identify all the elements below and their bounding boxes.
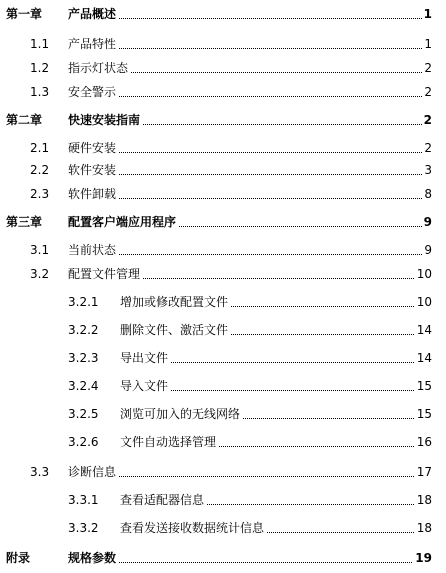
entry-page: 10: [415, 264, 432, 284]
entry-page: 15: [415, 404, 432, 424]
entry-page: 16: [415, 432, 432, 452]
entry-page: 15: [415, 376, 432, 396]
entry-title: 当前状态: [68, 240, 118, 260]
entry-page: 19: [413, 548, 432, 568]
toc-entry-chapter-2[interactable]: [0, 110, 446, 130]
toc-entry-3-3-2[interactable]: [0, 518, 446, 538]
entry-page: 3: [422, 160, 432, 180]
entry-title: 产品概述: [68, 4, 118, 24]
entry-title: 软件卸载: [68, 184, 118, 204]
entry-number: 3.2: [30, 267, 50, 281]
toc-entry-chapter-3[interactable]: [0, 212, 446, 232]
entry-number: 2.2: [30, 163, 50, 177]
dot-leader: [70, 152, 428, 153]
entry-title: 诊断信息: [68, 462, 118, 482]
entry-title: 配置文件管理: [68, 264, 142, 284]
entry-title: 软件安装: [68, 160, 118, 180]
toc-entry-2-1[interactable]: [0, 138, 446, 158]
entry-title: 指示灯状态: [68, 58, 130, 78]
dot-leader: [70, 254, 428, 255]
toc-entry-3-2-2[interactable]: [0, 320, 446, 340]
entry-page: 1: [422, 34, 432, 54]
entry-page: 18: [415, 490, 432, 510]
entry-title: 产品特性: [68, 34, 118, 54]
entry-page: 1: [422, 4, 432, 24]
entry-number: 第三章: [6, 215, 43, 229]
toc-entry-appendix[interactable]: [0, 548, 446, 568]
entry-page: 14: [415, 320, 432, 340]
entry-number: 2.3: [30, 187, 50, 201]
entry-number: 第二章: [6, 113, 43, 127]
entry-number: 第一章: [6, 7, 43, 21]
entry-title: 文件自动选择管理: [120, 432, 218, 452]
entry-title: 硬件安装: [68, 138, 118, 158]
entry-title: 配置客户端应用程序: [68, 212, 178, 232]
entry-number: 3.2.1: [68, 295, 99, 309]
toc-entry-3-2-6[interactable]: [0, 432, 446, 452]
entry-title: 导出文件: [120, 348, 170, 368]
toc-entry-2-3[interactable]: [0, 184, 446, 204]
entry-page: 10: [415, 292, 432, 312]
entry-title: 查看适配器信息: [120, 490, 206, 510]
entry-number: 1.1: [30, 37, 50, 51]
entry-number: 2.1: [30, 141, 50, 155]
toc-entry-3-3-1[interactable]: [0, 490, 446, 510]
entry-number: 附录: [6, 551, 31, 565]
entry-page: 9: [422, 240, 432, 260]
entry-number: 3.2.2: [68, 323, 99, 337]
entry-number: 3.2.6: [68, 435, 99, 449]
entry-title: 浏览可加入的无线网络: [120, 404, 242, 424]
entry-number: 3.2.4: [68, 379, 99, 393]
entry-page: 9: [422, 212, 432, 232]
entry-number: 3.1: [30, 243, 50, 257]
dot-leader: [70, 562, 428, 563]
entry-title: 安全警示: [68, 82, 118, 102]
entry-title: 规格参数: [68, 548, 118, 568]
dot-leader: [70, 48, 428, 49]
entry-number: 3.3.1: [68, 493, 99, 507]
entry-number: 3.2.3: [68, 351, 99, 365]
entry-page: 17: [415, 462, 432, 482]
entry-page: 14: [415, 348, 432, 368]
dot-leader: [70, 198, 428, 199]
entry-number: 3.3: [30, 465, 50, 479]
entry-page: 8: [422, 184, 432, 204]
toc-entry-3-2-3[interactable]: [0, 348, 446, 368]
toc-entry-3-2-5[interactable]: [0, 404, 446, 424]
entry-page: 18: [415, 518, 432, 538]
entry-number: 3.2.5: [68, 407, 99, 421]
entry-page: 2: [422, 138, 432, 158]
dot-leader: [70, 476, 428, 477]
entry-title: 查看发送接收数据统计信息: [120, 518, 266, 538]
entry-number: 1.2: [30, 61, 50, 75]
entry-page: 2: [422, 58, 432, 78]
toc-entry-1-1[interactable]: [0, 34, 446, 54]
entry-page: 2: [422, 82, 432, 102]
dot-leader: [70, 18, 428, 19]
toc-entry-3-1[interactable]: [0, 240, 446, 260]
entry-number: 1.3: [30, 85, 50, 99]
toc-entry-2-2[interactable]: [0, 160, 446, 180]
entry-title: 增加或修改配置文件: [120, 292, 230, 312]
toc-entry-3-2-4[interactable]: [0, 376, 446, 396]
toc-entry-3-2-1[interactable]: [0, 292, 446, 312]
entry-title: 快速安装指南: [68, 110, 142, 130]
toc-entry-3-3[interactable]: [0, 462, 446, 482]
dot-leader: [70, 174, 428, 175]
toc-entry-3-2[interactable]: [0, 264, 446, 284]
entry-page: 2: [422, 110, 432, 130]
toc-entry-chapter-1[interactable]: [0, 4, 446, 24]
toc-entry-1-2[interactable]: [0, 58, 446, 78]
entry-title: 导入文件: [120, 376, 170, 396]
dot-leader: [70, 96, 428, 97]
entry-number: 3.3.2: [68, 521, 99, 535]
toc-entry-1-3[interactable]: [0, 82, 446, 102]
entry-title: 删除文件、激活文件: [120, 320, 230, 340]
